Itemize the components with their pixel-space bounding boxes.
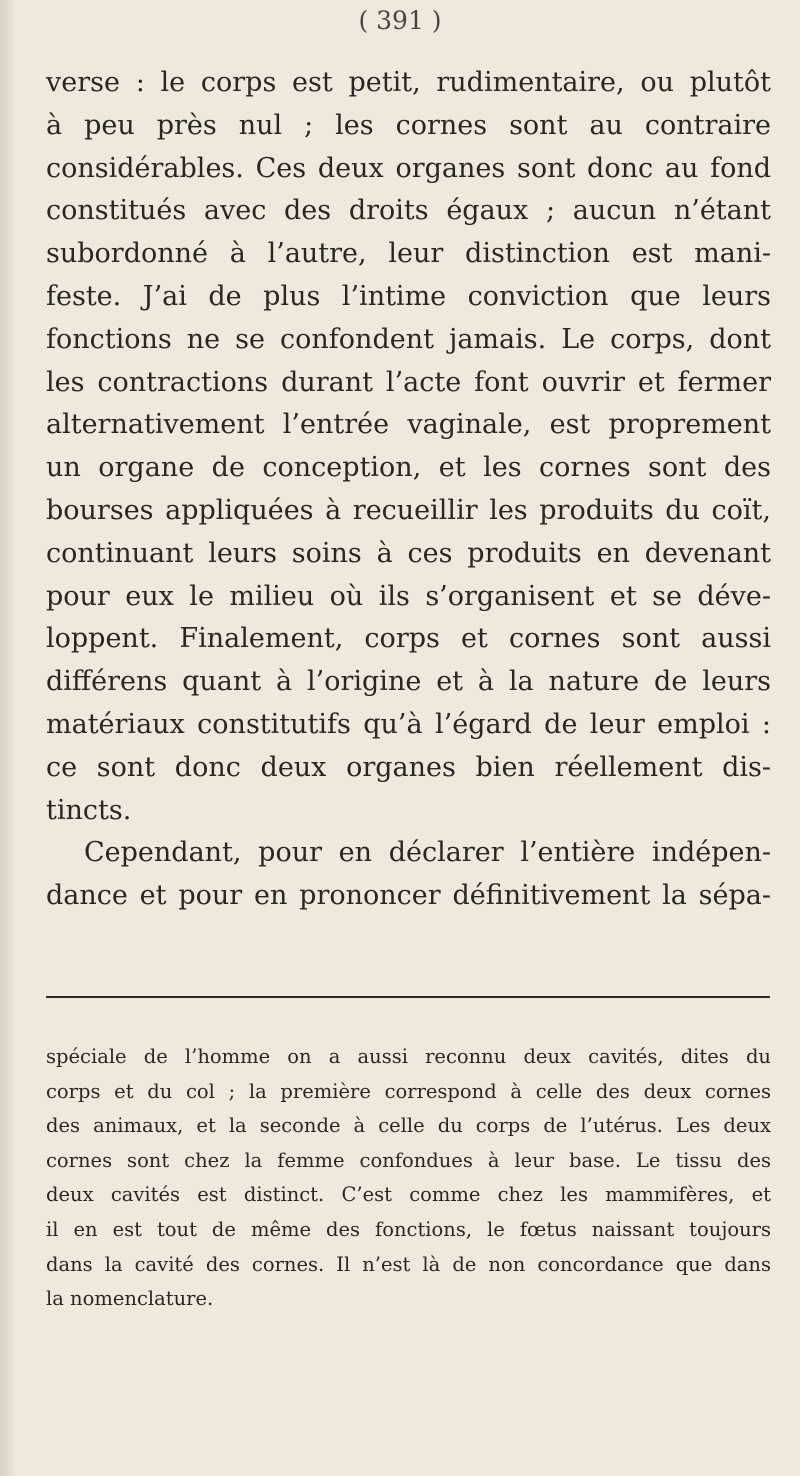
- footnote-separator: [46, 996, 770, 998]
- text-line: loppent. Finalement, corps et cornes sont aussi: [46, 623, 771, 655]
- footnote-line: cornes sont chez la femme confondues à leur base. Le tissu des: [46, 1148, 771, 1172]
- footnote-line: il en est tout de même des fonctions, le fœtus naissant toujours: [46, 1217, 771, 1241]
- text-line: les contractions durant l’acte font ouvrir et fermer: [46, 366, 771, 398]
- text-line: ce sont donc deux organes bien réellement dis-: [46, 751, 771, 783]
- text-line: verse : le corps est petit, rudimentaire, ou plutôt: [46, 67, 771, 98]
- paragraph-start-line: Cependant, pour en déclarer l’entière indépen-: [84, 837, 771, 869]
- footnote-line: des animaux, et la seconde à celle du corps de l’utérus. Les deux: [46, 1114, 771, 1138]
- text-line: subordonné à l’autre, leur distinction est mani-: [46, 238, 771, 270]
- text-line: différens quant à l’origine et à la nature de leurs: [46, 666, 771, 698]
- text-line: alternativement l’entrée vaginale, est proprement: [46, 409, 771, 441]
- footnote-line: deux cavités est distinct. C’est comme chez les mammifères, et: [46, 1183, 771, 1207]
- text-line: feste. J’ai de plus l’intime conviction que leurs: [46, 280, 771, 312]
- footnote-line: la nomenclature.: [46, 1287, 214, 1311]
- text-line: fonctions ne se confondent jamais. Le corps, dont: [46, 323, 771, 355]
- text-line: bourses appliquées à recueillir les produits du coït,: [46, 494, 771, 526]
- text-line: pour eux le milieu où ils s’organisent et se déve-: [46, 580, 771, 612]
- text-line: dance et pour en prononcer définitivement la sépa-: [46, 880, 771, 912]
- text-line: constitués avec des droits égaux ; aucun n’étant: [46, 195, 771, 227]
- text-line: matériaux constitutifs qu’à l’égard de leur emploi :: [46, 708, 771, 740]
- footnote-line: corps et du col ; la première correspond à celle des deux cornes: [46, 1079, 771, 1103]
- binding-edge: [0, 0, 14, 1476]
- paragraph-end-line: tincts.: [46, 794, 132, 826]
- text-line: considérables. Ces deux organes sont donc au fond: [46, 152, 771, 184]
- footnote-line: spéciale de l’homme on a aussi reconnu deux cavités, dites du: [46, 1045, 771, 1068]
- page-number: ( 391 ): [358, 6, 442, 35]
- footnote-line: dans la cavité des cornes. Il n’est là de non concordance que dans: [46, 1252, 771, 1276]
- text-line: un organe de conception, et les cornes sont des: [46, 452, 771, 484]
- text-line: continuant leurs soins à ces produits en devenant: [46, 537, 771, 569]
- footnote: [46, 1040, 771, 1317]
- text-line: à peu près nul ; les cornes sont au contraire: [46, 109, 771, 141]
- main-text: [46, 62, 771, 918]
